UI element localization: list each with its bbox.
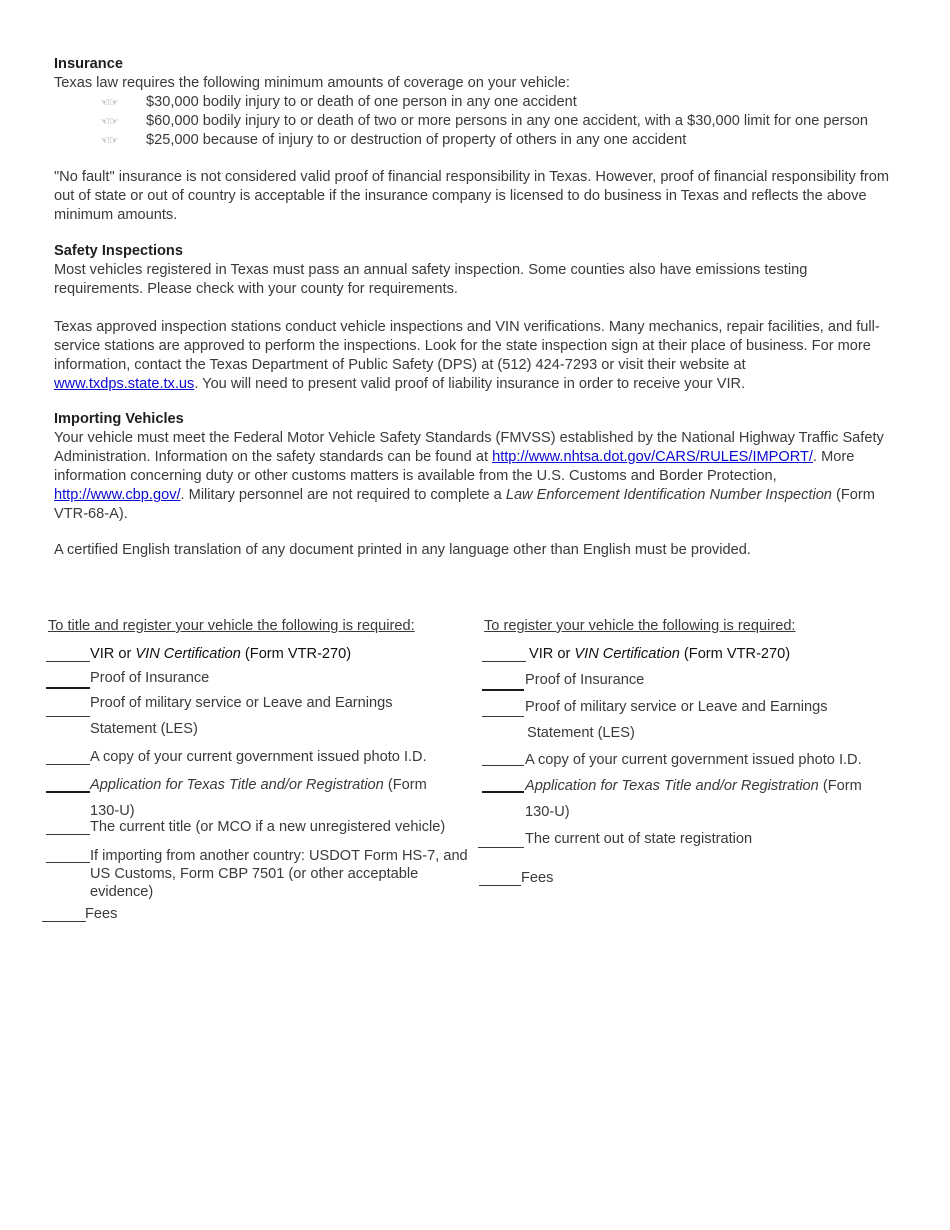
list-item: The current title (or MCO if a new unregistered vehicle) xyxy=(90,819,446,835)
checklist-blank xyxy=(46,834,90,835)
importing-heading: Importing Vehicles xyxy=(54,411,184,427)
list-item: Application for Texas Title and/or Registration (Form 130-U) xyxy=(525,778,862,820)
bullet-text: $30,000 bodily injury to or death of one person in any one accident xyxy=(146,94,577,110)
left-column-heading: To title and register your vehicle the following is required: xyxy=(48,618,415,634)
list-item: Fees xyxy=(521,870,554,886)
safety-paragraph-2 xyxy=(54,318,894,394)
no-fault-paragraph: "No fault" insurance is not considered valid proof of financial responsibility in Texas. However, proof of financial responsibility from out of state or out of country is acceptable if the insurance company is licensed to do business in Texas and reflects the above minimum amounts. xyxy=(54,169,890,223)
cbp-link[interactable]: http://www.cbp.gov/ xyxy=(54,487,181,503)
checklist-blank xyxy=(46,661,90,662)
list-item xyxy=(100,112,868,132)
checklist-blank xyxy=(46,862,90,863)
checklist-blank xyxy=(46,716,90,717)
list-item xyxy=(100,93,577,113)
safety-paragraph-1: Most vehicles registered in Texas must pass an annual safety inspection. Some counties also have emissions testing requirements. Please check with your county for requirements. xyxy=(54,262,808,297)
checklist-blank xyxy=(46,791,90,793)
checklist-blank xyxy=(46,687,90,689)
list-item: Proof of military service or Leave and Earnings xyxy=(525,699,828,715)
safety-text-end: . You will need to present valid proof of liability insurance in order to receive your VIR. xyxy=(194,376,746,392)
list-item: Application for Texas Title and/or Registration (Form 130-U) xyxy=(90,777,427,819)
form-title: Law Enforcement Identification Number Inspection xyxy=(505,487,832,503)
list-item: If importing from another country: USDOT Form HS-7, and US Customs, Form CBP 7501 (or other acceptable evidence) xyxy=(90,848,468,900)
bullet-text: $25,000 because of injury to or destruction of property of others in any one accident xyxy=(146,132,687,148)
pointing-hand-icon: ☜☞ xyxy=(100,116,118,128)
list-item: Proof of military service or Leave and Earnings Statement (LES) xyxy=(90,695,393,737)
list-item: A copy of your current government issued photo I.D. xyxy=(90,749,427,765)
list-item: VIR or VIN Certification (Form VTR-270) xyxy=(90,646,352,662)
checklist-blank xyxy=(482,765,524,766)
importing-text-3: . Military personnel are not required to complete a xyxy=(180,487,506,503)
importing-paragraph xyxy=(54,429,894,524)
checklist-blank xyxy=(482,716,524,717)
pointing-hand-icon: ☜☞ xyxy=(100,135,118,147)
checklist-blank xyxy=(46,764,90,765)
importing-text: Your vehicle must meet the Federal Motor Vehicle Safety Standards (FMVSS) established by the National Highway Traffic Safety Administration. Information on the safety standards can be found at xyxy=(54,430,884,465)
nhtsa-link[interactable]: http://www.nhtsa.dot.gov/CARS/RULES/IMPORT/ xyxy=(492,449,813,465)
importing-text-2: . More information concerning duty or other customs matters is available from the U.S. Customs and Border Protection, xyxy=(54,449,855,484)
bullet-text: $60,000 bodily injury to or death of two or more persons in any one accident, with a $30,000 limit for one person xyxy=(146,113,869,129)
checklist-blank xyxy=(42,921,86,922)
list-item: A copy of your current government issued photo I.D. xyxy=(525,752,862,768)
insurance-heading: Insurance xyxy=(54,56,123,72)
list-item: Fees xyxy=(85,906,118,922)
checklist-blank xyxy=(478,847,524,848)
dps-link[interactable]: www.txdps.state.tx.us xyxy=(54,376,195,392)
checklist-blank xyxy=(482,689,524,691)
safety-heading: Safety Inspections xyxy=(54,243,183,259)
insurance-intro: Texas law requires the following minimum amounts of coverage on your vehicle: xyxy=(54,75,570,91)
list-item: The current out of state registration xyxy=(525,831,753,847)
list-item xyxy=(100,131,686,151)
list-item: Proof of Insurance xyxy=(90,670,210,686)
translation-paragraph: A certified English translation of any document printed in any language other than English must be provided. xyxy=(54,542,751,558)
importing-text-4: (Form VTR-68-A). xyxy=(54,487,875,522)
checklist-blank xyxy=(479,885,521,886)
pointing-hand-icon: ☜☞ xyxy=(100,97,118,109)
list-item: Proof of Insurance xyxy=(525,672,645,688)
list-item: VIR or VIN Certification (Form VTR-270) xyxy=(529,646,791,662)
checklist-blank xyxy=(482,661,526,662)
safety-text: Texas approved inspection stations conduct vehicle inspections and VIN verifications. Many mechanics, repair facilities, and full-service stations are approved to perform the inspections. Look for the state inspection sign at their place of business. For more information, contact the Texas Department of Public Safety (DPS) at (512) 424-7293 or visit their website at xyxy=(54,319,880,373)
list-item: Statement (LES) xyxy=(527,725,635,741)
checklist-blank xyxy=(482,791,524,793)
right-column-heading: To register your vehicle the following is required: xyxy=(484,618,796,634)
